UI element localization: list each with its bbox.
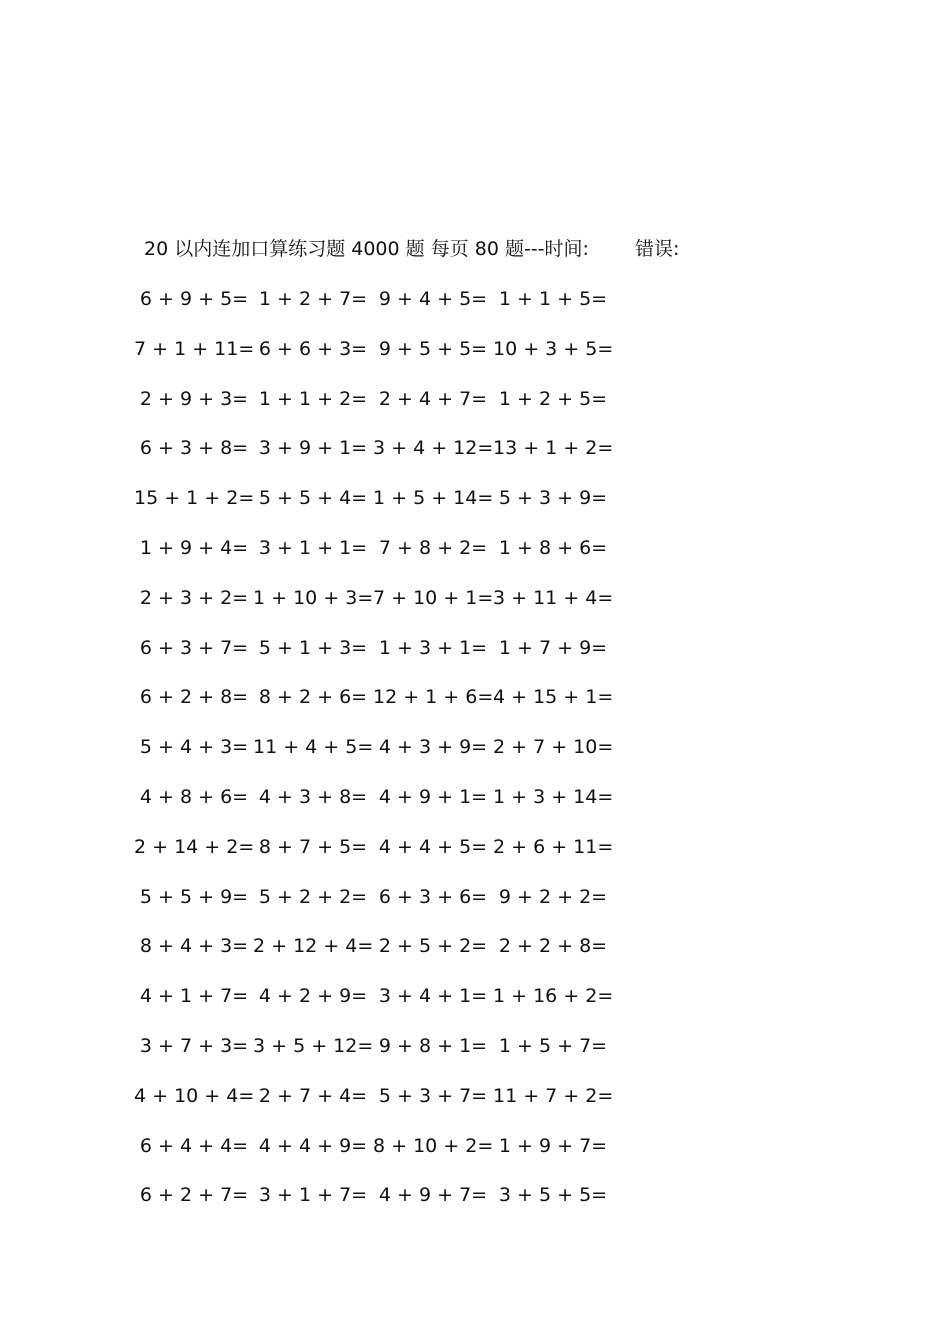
problem-7-3: 7 + 10 + 1=: [373, 586, 494, 609]
problem-11-2: 4 + 3 + 8=: [258, 786, 368, 808]
problem-17-4: 11 + 7 + 2=: [493, 1084, 614, 1107]
problem-2-2: 6 + 6 + 3=: [258, 337, 368, 360]
problem-3-4: 1 + 2 + 5=: [498, 387, 608, 410]
problem-10-1: 5 + 4 + 3=: [139, 736, 249, 759]
problem-7-2: 1 + 10 + 3=: [253, 586, 374, 609]
problem-6-2: 3 + 1 + 1=: [258, 537, 368, 559]
problem-14-1: 8 + 4 + 3=: [139, 935, 249, 958]
problem-6-4: 1 + 8 + 6=: [498, 537, 608, 559]
problem-9-2: 8 + 2 + 6=: [258, 686, 368, 709]
problem-19-2: 3 + 1 + 7=: [258, 1184, 368, 1207]
problem-11-4: 1 + 3 + 14=: [493, 786, 614, 808]
problem-9-3: 12 + 1 + 6=: [373, 686, 494, 709]
problem-13-4: 9 + 2 + 2=: [498, 885, 608, 908]
problem-2-1: 7 + 1 + 11=: [134, 337, 255, 360]
problem-3-3: 2 + 4 + 7=: [378, 387, 488, 410]
problem-6-1: 1 + 9 + 4=: [139, 537, 249, 559]
problem-3-1: 2 + 9 + 3=: [139, 387, 249, 410]
problem-10-3: 4 + 3 + 9=: [378, 736, 488, 759]
problem-12-1: 2 + 14 + 2=: [134, 835, 255, 858]
problem-17-3: 5 + 3 + 7=: [378, 1084, 488, 1107]
problem-16-3: 9 + 8 + 1=: [378, 1035, 488, 1057]
problem-9-4: 4 + 15 + 1=: [493, 686, 614, 709]
problem-5-1: 15 + 1 + 2=: [134, 487, 255, 510]
problem-12-4: 2 + 6 + 11=: [493, 835, 614, 858]
problem-15-2: 4 + 2 + 9=: [258, 985, 368, 1008]
problem-6-3: 7 + 8 + 2=: [378, 537, 488, 559]
problem-15-4: 1 + 16 + 2=: [493, 985, 614, 1008]
errors-label: 错误:: [634, 238, 680, 260]
problem-4-1: 6 + 3 + 8=: [139, 437, 249, 460]
problem-16-2: 3 + 5 + 12=: [253, 1035, 374, 1057]
problem-10-4: 2 + 7 + 10=: [493, 736, 614, 759]
problem-5-4: 5 + 3 + 9=: [498, 487, 608, 510]
problem-3-2: 1 + 1 + 2=: [258, 387, 368, 410]
problem-1-3: 9 + 4 + 5=: [378, 288, 488, 310]
problem-9-1: 6 + 2 + 8=: [139, 686, 249, 709]
problem-19-4: 3 + 5 + 5=: [498, 1184, 608, 1207]
problem-18-2: 4 + 4 + 9=: [258, 1134, 368, 1157]
problem-11-1: 4 + 8 + 6=: [139, 786, 249, 808]
problem-1-2: 1 + 2 + 7=: [258, 288, 368, 310]
problem-16-4: 1 + 5 + 7=: [498, 1035, 608, 1057]
problem-8-4: 1 + 7 + 9=: [498, 636, 608, 659]
problem-12-2: 8 + 7 + 5=: [258, 835, 368, 858]
problem-13-2: 5 + 2 + 2=: [258, 885, 368, 908]
problem-8-2: 5 + 1 + 3=: [258, 636, 368, 659]
problem-19-1: 6 + 2 + 7=: [139, 1184, 249, 1207]
problem-1-4: 1 + 1 + 5=: [498, 288, 608, 310]
problem-13-1: 5 + 5 + 9=: [139, 885, 249, 908]
problem-14-2: 2 + 12 + 4=: [253, 935, 374, 958]
problem-8-1: 6 + 3 + 7=: [139, 636, 249, 659]
problem-7-4: 3 + 11 + 4=: [493, 586, 614, 609]
problem-17-2: 2 + 7 + 4=: [258, 1084, 368, 1107]
problem-19-3: 4 + 9 + 7=: [378, 1184, 488, 1207]
problem-11-3: 4 + 9 + 1=: [378, 786, 488, 808]
problem-2-3: 9 + 5 + 5=: [378, 337, 488, 360]
problem-18-1: 6 + 4 + 4=: [139, 1134, 249, 1157]
problem-18-4: 1 + 9 + 7=: [498, 1134, 608, 1157]
problem-14-4: 2 + 2 + 8=: [498, 935, 608, 958]
problem-17-1: 4 + 10 + 4=: [134, 1084, 255, 1107]
problem-14-3: 2 + 5 + 2=: [378, 935, 488, 958]
problem-12-3: 4 + 4 + 5=: [378, 835, 488, 858]
problem-5-3: 1 + 5 + 14=: [373, 487, 494, 510]
problem-5-2: 5 + 5 + 4=: [258, 487, 368, 510]
worksheet-title: 20 以内连加口算练习题 4000 题 每页 80 题---时间:: [144, 238, 589, 260]
problem-7-1: 2 + 3 + 2=: [139, 586, 249, 609]
problem-1-1: 6 + 9 + 5=: [139, 288, 249, 310]
problem-4-2: 3 + 9 + 1=: [258, 437, 368, 460]
problem-16-1: 3 + 7 + 3=: [139, 1035, 249, 1057]
problem-4-4: 13 + 1 + 2=: [493, 437, 614, 460]
problem-15-3: 3 + 4 + 1=: [378, 985, 488, 1008]
worksheet-header: [144, 236, 679, 262]
problem-13-3: 6 + 3 + 6=: [378, 885, 488, 908]
problem-15-1: 4 + 1 + 7=: [139, 985, 249, 1008]
problem-4-3: 3 + 4 + 12=: [373, 437, 494, 460]
problem-8-3: 1 + 3 + 1=: [378, 636, 488, 659]
problem-2-4: 10 + 3 + 5=: [493, 337, 614, 360]
problem-10-2: 11 + 4 + 5=: [253, 736, 374, 759]
problem-18-3: 8 + 10 + 2=: [373, 1134, 494, 1157]
